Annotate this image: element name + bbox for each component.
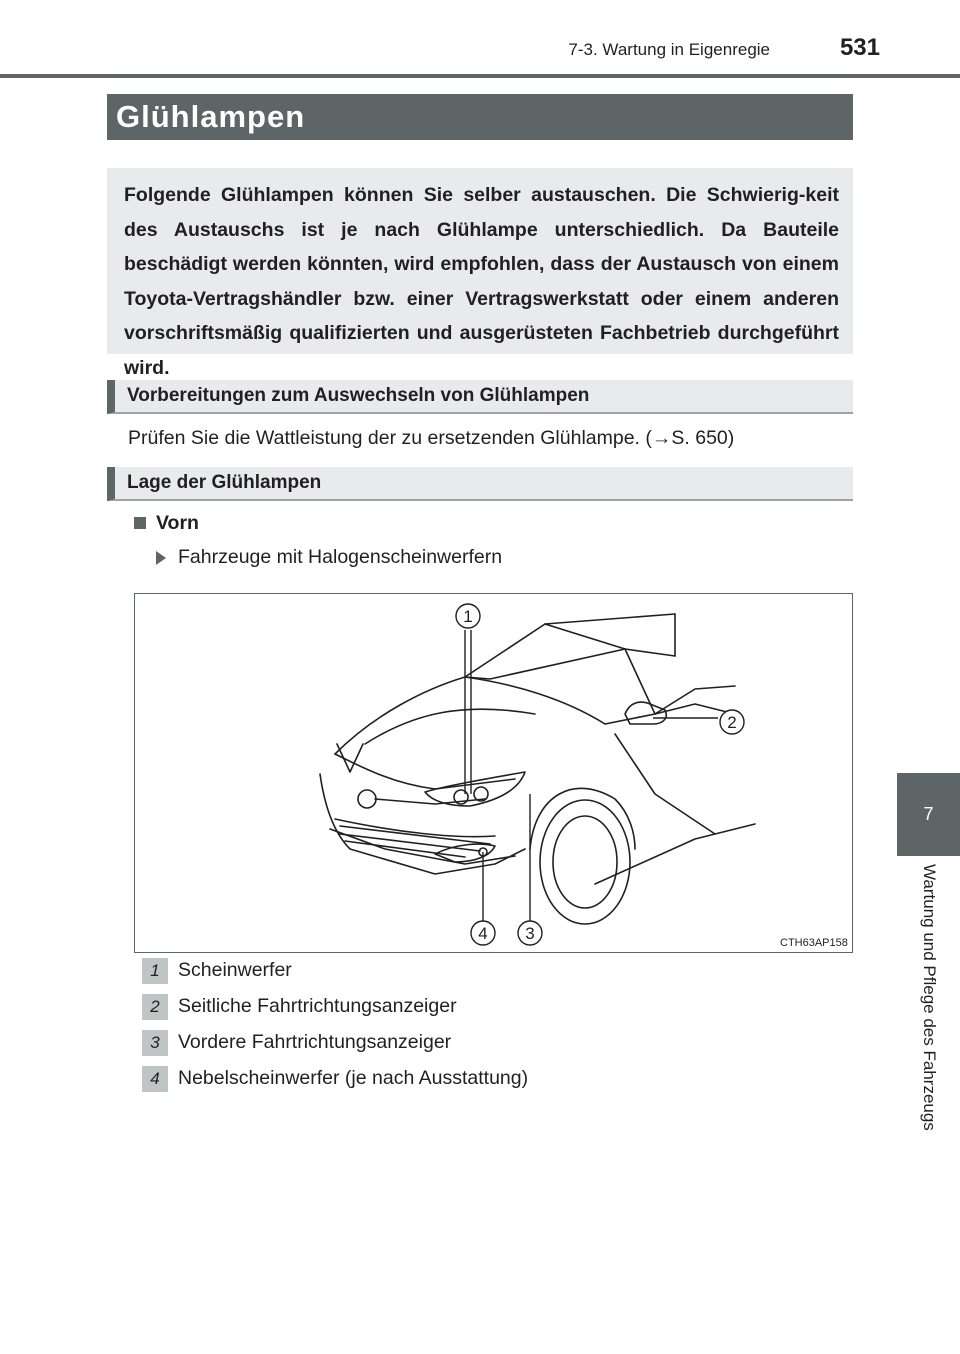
chapter-title-wrap xyxy=(897,856,960,1156)
car-illustration xyxy=(135,594,854,954)
windshield-left xyxy=(465,649,625,679)
windshield-top xyxy=(545,624,675,656)
hood-crease xyxy=(365,709,535,744)
header-section-title: 7-3. Wartung in Eigenregie xyxy=(568,40,770,59)
intro-box: Folgende Glühlampen können Sie selber austauschen. Die Schwierig-keit des Austauschs ist je nach Glühlampe unterschiedlich. Da Bauteile beschädigt werden könnten, wird empfohlen, dass der Austausch von einem Toyota-Vertragshändler bzw. einer Vertragswerkstatt oder einem anderen vorschriftsmäßig qualifizierten und ausgerüsteten Fachbetrieb durchgeführt wird. xyxy=(107,168,853,354)
page-title: Glühlampen xyxy=(107,94,853,140)
preparation-heading: Vorbereitungen zum Auswechseln von Glühlampen xyxy=(107,380,853,414)
callout-2: 2 xyxy=(727,713,737,732)
roof-line xyxy=(465,614,675,677)
page-number: 531 xyxy=(839,34,880,61)
halogen-bullet-text: Fahrzeuge mit Halogenscheinwerfern xyxy=(178,546,503,568)
sill xyxy=(595,824,755,884)
legend-label: Vordere Fahrtrichtungsanzeiger xyxy=(178,1031,452,1053)
legend-number: 2 xyxy=(142,994,168,1020)
hood-front xyxy=(335,754,515,789)
location-heading: Lage der Glühlampen xyxy=(107,467,853,501)
header-rule xyxy=(0,74,960,78)
car-figure xyxy=(134,593,853,953)
legend-number: 4 xyxy=(142,1066,168,1092)
legend-label: Scheinwerfer xyxy=(178,959,292,981)
grille-upper xyxy=(375,799,485,804)
chapter-tab: 7 xyxy=(897,773,960,856)
door-line xyxy=(615,734,715,834)
callout-3: 3 xyxy=(525,924,535,943)
chapter-title: Wartung und Pflege des Fahrzeugs xyxy=(919,864,939,1131)
subsection-vorn: Vorn xyxy=(156,512,199,534)
legend-number: 1 xyxy=(142,958,168,984)
figure-code: CTH63AP158 xyxy=(780,937,848,949)
callout-4: 4 xyxy=(478,924,488,943)
preparation-text: Prüfen Sie die Wattleistung der zu ersetzenden Glühlampe. (→S. 650) xyxy=(128,427,735,449)
legend-label: Seitliche Fahrtrichtungsanzeiger xyxy=(178,995,457,1017)
callout-1: 1 xyxy=(463,607,473,626)
legend-number: 3 xyxy=(142,1030,168,1056)
side-window-line xyxy=(655,686,735,714)
square-bullet-icon xyxy=(134,517,146,529)
headlight xyxy=(425,772,525,806)
legend-label: Nebelscheinwerfer (je nach Ausstattung) xyxy=(178,1067,529,1089)
hood-outline xyxy=(335,677,605,754)
wheel-arch xyxy=(530,788,635,849)
arrow-bullet-icon xyxy=(156,551,166,565)
